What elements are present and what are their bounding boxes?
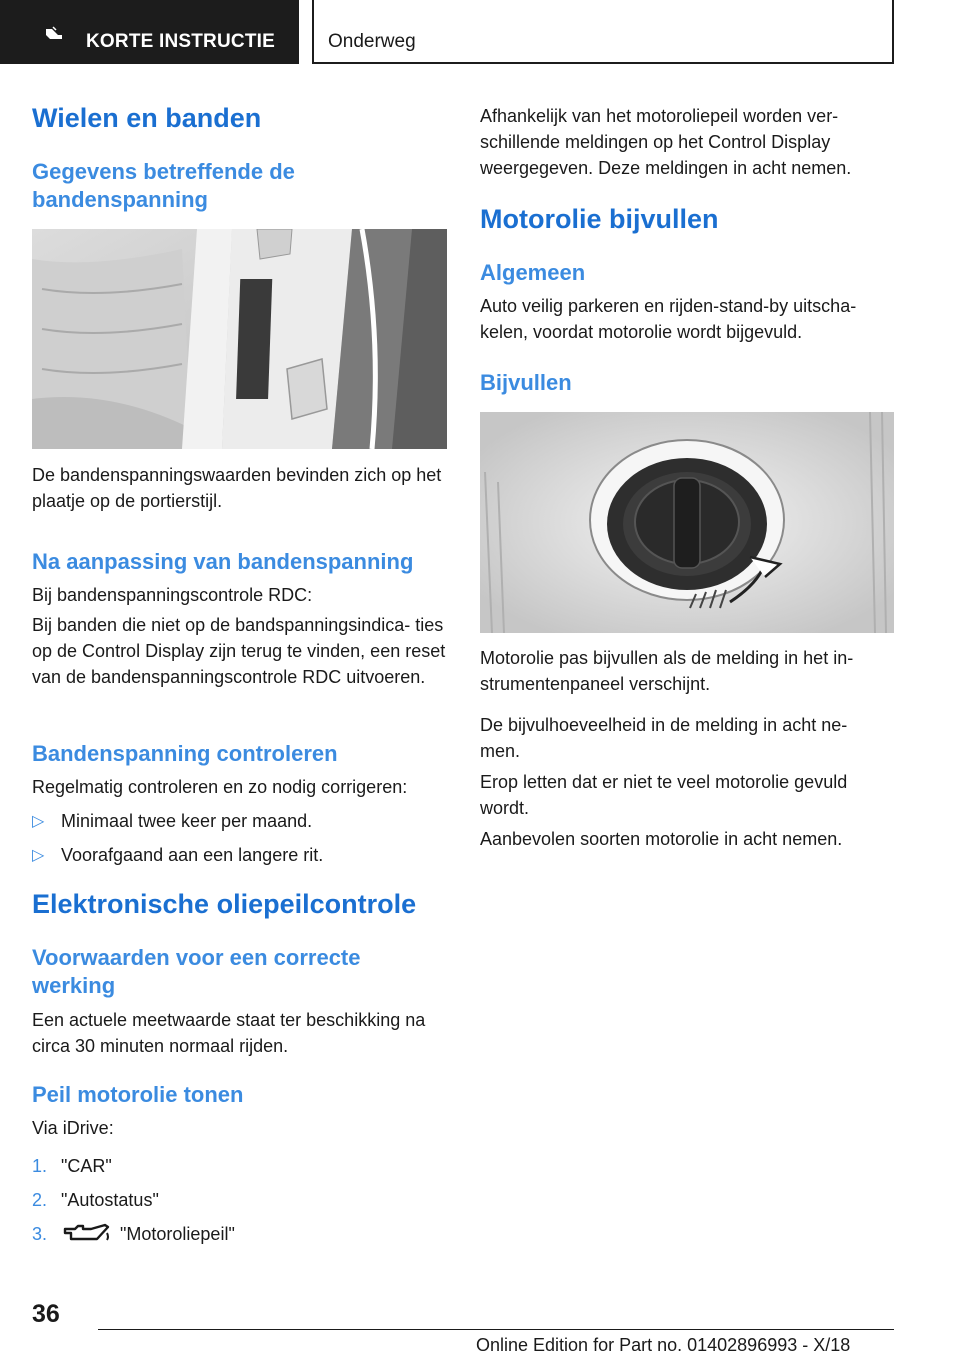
heading-after-adjust: Na aanpassing van bandenspanning (32, 549, 414, 574)
heading-refill: Motorolie bijvullen (480, 204, 719, 234)
tab-label: KORTE INSTRUCTIE (86, 31, 275, 52)
paragraph-general: Auto veilig parkeren en rijden-stand-by uitscha‐ kelen, voordat motorolie wordt bijgevuld. (480, 296, 857, 342)
heading-pressure-data: Gegevens betreffende de bandenspanning (32, 159, 295, 212)
list-item: Voorafgaand aan een langere rit. (61, 845, 324, 865)
step-text: "CAR" (61, 1156, 112, 1176)
list-marker: ▷ (32, 847, 45, 864)
paragraph-fill2: De bijvulhoeveelheid in de melding in acht ne‐ men. (480, 715, 848, 761)
edition-text: Online Edition for Part no. 01402896993 - X/18 (476, 1335, 851, 1355)
list-item: Minimaal twee keer per maand. (61, 811, 313, 831)
paragraph-fill1: Motorolie pas bijvullen als de melding in het in‐ strumentenpaneel verschijnt. (480, 648, 854, 694)
step-number: 1. (32, 1156, 48, 1176)
section-title: Onderweg (328, 31, 416, 52)
paragraph-rdc-detail: Bij banden die niet op de bandspanningsindica‐ ties op de Control Display zijn terug te vinden, een reset van de bandenspanningscontrole RDC uitvoeren. (32, 615, 446, 687)
heading-oil-check: Elektronische oliepeilcontrole (32, 889, 417, 919)
heading-wheels: Wielen en banden (32, 103, 262, 133)
header-tab[interactable] (0, 0, 299, 64)
step-number: 2. (32, 1190, 48, 1210)
section-title-box (312, 0, 894, 64)
page-number: 36 (32, 1300, 60, 1328)
paragraph-idrive: Via iDrive: (32, 1118, 114, 1138)
step-text: "Motoroliepeil" (120, 1224, 235, 1244)
heading-conditions: Voorwaarden voor een correcte werking (32, 945, 361, 998)
step-number: 3. (32, 1224, 48, 1244)
heading-show-oil: Peil motorolie tonen (32, 1082, 244, 1107)
step-text: "Autostatus" (61, 1190, 159, 1210)
paragraph-pressure-location: De bandenspanningswaarden bevinden zich op het plaatje op de portierstijl. (32, 465, 442, 511)
oil-filler-cap-photo (480, 412, 894, 633)
heading-fill: Bijvullen (480, 370, 572, 395)
heading-check: Bandenspanning controleren (32, 741, 338, 766)
paragraph-fill3: Erop letten dat er niet te veel motorolie gevuld wordt. (480, 772, 848, 818)
paragraph-conditions: Een actuele meetwaarde staat ter beschikking na circa 30 minuten normaal rijden. (32, 1010, 426, 1056)
door-pillar-photo (32, 229, 447, 449)
car-icon (44, 26, 64, 42)
paragraph-rdc: Bij bandenspanningscontrole RDC: (32, 585, 313, 605)
paragraph-messages: Afhankelijk van het motoroliepeil worden ver‐ schillende meldingen op het Control Display weergegeven. Deze meldingen in acht nemen. (480, 106, 852, 178)
heading-general: Algemeen (480, 260, 586, 285)
paragraph-fill4: Aanbevolen soorten motorolie in acht nemen. (480, 829, 843, 849)
list-marker: ▷ (32, 813, 45, 830)
paragraph-check: Regelmatig controleren en zo nodig corrigeren: (32, 777, 408, 797)
footer-divider (98, 1329, 894, 1330)
oil-can-icon (61, 1221, 113, 1245)
